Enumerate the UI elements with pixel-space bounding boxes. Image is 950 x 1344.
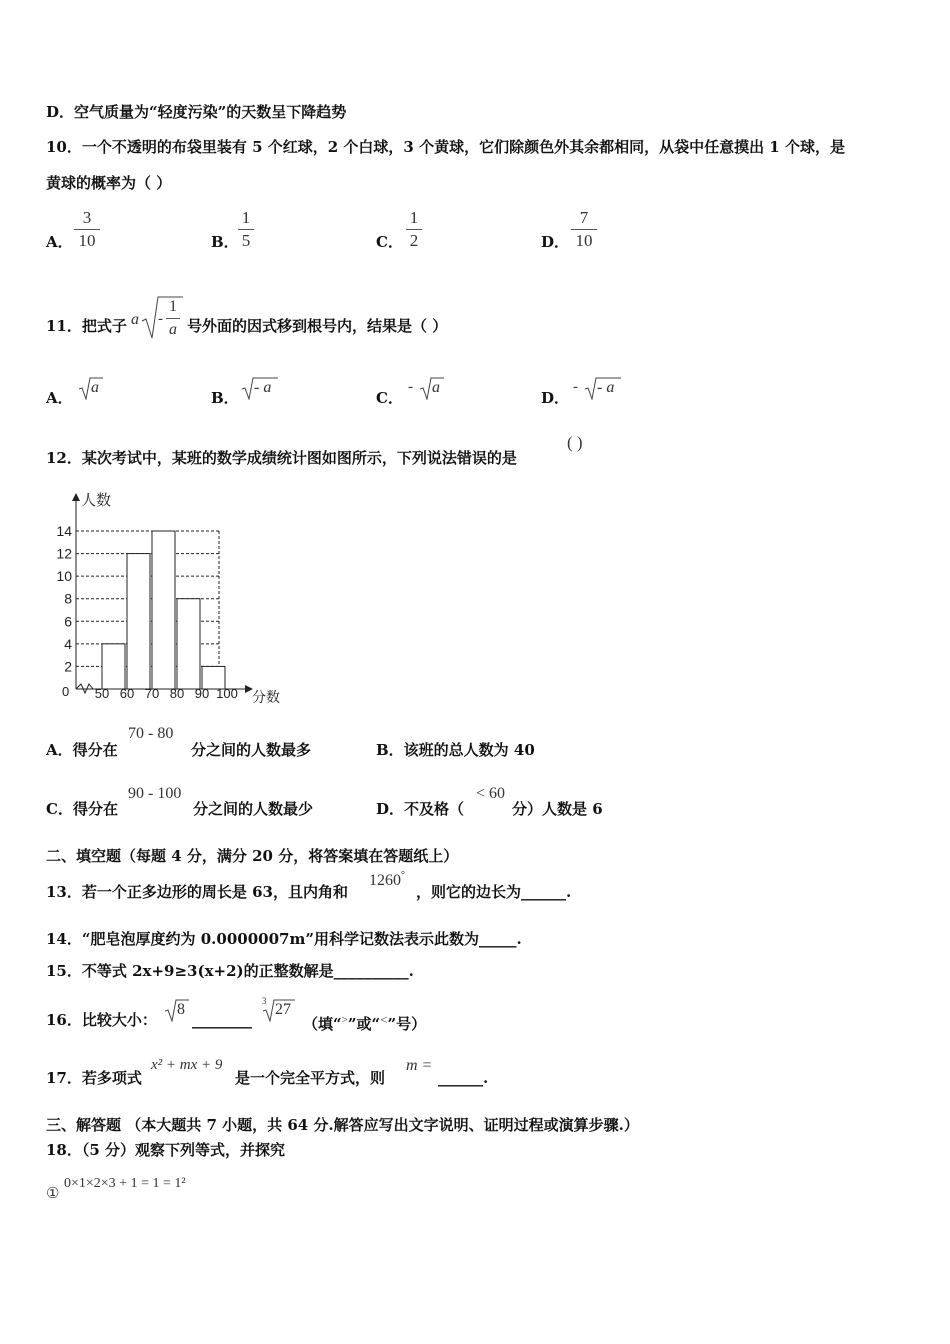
q11-option-d-label: D． — [541, 389, 570, 407]
q12-option-b: B．该班的总人数为 40 — [376, 741, 535, 759]
bar-70-80 — [152, 531, 175, 689]
q11-expr-fraction — [166, 297, 180, 340]
x-tick-label: 50 — [94, 686, 110, 701]
q11-option-c-label: C． — [376, 389, 403, 407]
q10-stem-line2: 黄球的概率为（ ） — [46, 174, 172, 192]
q10-option-b-label: B． — [211, 233, 239, 251]
fraction-numerator: 3 — [82, 208, 92, 227]
x-tick-label: 90 — [194, 686, 210, 701]
x-tick-label: 60 — [119, 686, 135, 701]
section2-heading: 二、填空题（每题 4 分，满分 20 分，将答案填在答题纸上） — [46, 847, 459, 865]
y-tick-label: 2 — [64, 658, 72, 675]
sign: - — [408, 379, 413, 395]
y-tick-label: 10 — [56, 568, 72, 585]
histogram-chart — [44, 485, 294, 710]
q12-option-a-math: 70 - 80 — [128, 725, 174, 742]
q18-eq1: 0×1×2×3 + 1 = 1 = 1² — [64, 1176, 186, 1191]
fraction-numerator: 1 — [169, 298, 177, 315]
q13-math — [369, 870, 405, 890]
y-axis-title: 人数 — [81, 492, 112, 509]
sign: - — [573, 379, 578, 395]
radicand: 27 — [275, 1001, 291, 1018]
fraction-denominator: 10 — [78, 231, 96, 250]
fraction-numerator: 1 — [409, 208, 419, 227]
bar-80-90 — [177, 599, 200, 689]
x-tick-label: 100 — [216, 686, 238, 701]
y-axis-arrow-icon — [72, 493, 80, 501]
q12-option-c-math: 90 - 100 — [128, 785, 182, 802]
q18-eq1-mark: ① — [46, 1186, 60, 1202]
q13-post: ，则它的边长为______. — [416, 883, 572, 901]
q11-option-a-label: A． — [46, 389, 73, 407]
y-tick-label: 14 — [56, 523, 72, 539]
q11-option-b-label: B． — [211, 389, 239, 407]
q16-pre: 16．比较大小： — [46, 1011, 157, 1029]
q11-expr-a: a — [131, 311, 139, 328]
root-index: 3 — [262, 996, 267, 1006]
fraction-numerator: 7 — [579, 208, 589, 227]
bar-50-60 — [102, 644, 125, 689]
q10-option-b-fraction — [238, 208, 254, 251]
fraction-denominator: 10 — [575, 231, 593, 250]
q16-post — [303, 1010, 426, 1034]
radicand: 8 — [177, 1001, 185, 1018]
chart-bars — [102, 531, 225, 689]
q12-stem: 12．某次考试中，某班的数学成绩统计图如图所示，下列说法错误的是 — [46, 449, 517, 467]
fraction-denominator: 2 — [409, 231, 419, 250]
degree-mark: ° — [401, 870, 405, 881]
x-tick-label: 70 — [144, 686, 160, 701]
y-tick-label: 6 — [64, 613, 72, 630]
q16-blank: ________ — [192, 1011, 252, 1029]
radicand: a — [91, 379, 99, 396]
x-axis-title: 分数 — [252, 689, 280, 705]
q10-option-c-fraction — [406, 208, 422, 251]
q10-option-d-label: D． — [541, 233, 570, 251]
q10-option-c-label: C． — [376, 233, 403, 251]
q10-option-a-fraction — [74, 208, 100, 251]
q11-suffix: 号外面的因式移到根号内，结果是（ ） — [187, 317, 448, 335]
q17-mid: 是一个完全平方式，则 — [235, 1069, 386, 1087]
q17-pre: 17．若多项式 — [46, 1069, 142, 1087]
radicand: - a — [254, 379, 272, 396]
q17-blank: ______. — [438, 1069, 489, 1087]
q17-m: m = — [406, 1057, 433, 1074]
q11-prefix: 11．把式子 — [46, 317, 127, 335]
q16-lt: < — [380, 1012, 388, 1027]
q12-answer-paren: ( ) — [567, 433, 583, 452]
q16-gt: > — [341, 1014, 348, 1026]
y-tick-label: 8 — [64, 590, 72, 607]
q15: 15．不等式 2x+9≥3(x+2)的正整数解是__________. — [46, 962, 414, 980]
q16-post1: （填“ — [303, 1015, 342, 1033]
q16-mid: ”或“ — [347, 1015, 381, 1033]
q10-option-a-label: A． — [46, 233, 73, 251]
q12-option-c-pre: C．得分在 — [46, 800, 118, 818]
x-tick-label: 80 — [169, 686, 185, 701]
q12-option-c-post: 分之间的人数最少 — [193, 800, 314, 818]
origin-label: 0 — [62, 684, 70, 699]
y-tick-label: 12 — [56, 545, 72, 562]
q14: 14．“肥皂泡厚度约为 0.0000007m”用科学记数法表示此数为_____. — [46, 930, 522, 948]
fraction-numerator: 1 — [241, 208, 251, 227]
q13-angle-value: 1260 — [369, 872, 401, 889]
q11-expr-minus: - — [158, 311, 163, 327]
bar-60-70 — [127, 554, 150, 689]
fraction-denominator: a — [169, 321, 177, 338]
q9-option-d: D．空气质量为“轻度污染”的天数呈下降趋势 — [46, 103, 347, 121]
q12-option-a-post: 分之间的人数最多 — [191, 741, 312, 759]
section3-heading: 三、解答题 （本大题共 7 小题，共 64 分.解答应写出文字说明、证明过程或演算步骤.） — [46, 1116, 639, 1134]
q12-option-a-pre: A．得分在 — [46, 741, 118, 759]
q12-option-d-pre: D．不及格（ — [376, 800, 465, 818]
q16-post2: ”号） — [387, 1015, 427, 1033]
q12-option-d-post: 分）人数是 6 — [512, 800, 603, 818]
q12-option-d-math: < 60 — [476, 785, 506, 802]
q18: 18．（5 分）观察下列等式，并探究 — [46, 1141, 286, 1159]
q10-stem-line1: 10．一个不透明的布袋里装有 5 个红球，2 个白球，3 个黄球，它们除颜色外其余都相同，从袋中任意摸出 1 个球，是 — [46, 138, 845, 156]
y-tick-label: 4 — [64, 635, 72, 652]
q13-pre: 13．若一个正多边形的周长是 63，且内角和 — [46, 883, 348, 901]
radicand: a — [432, 379, 440, 396]
q10-option-d-fraction — [571, 208, 597, 251]
fraction-denominator: 5 — [241, 231, 251, 250]
radicand: - a — [597, 379, 615, 396]
q17-math: x² + mx + 9 — [151, 1057, 223, 1073]
